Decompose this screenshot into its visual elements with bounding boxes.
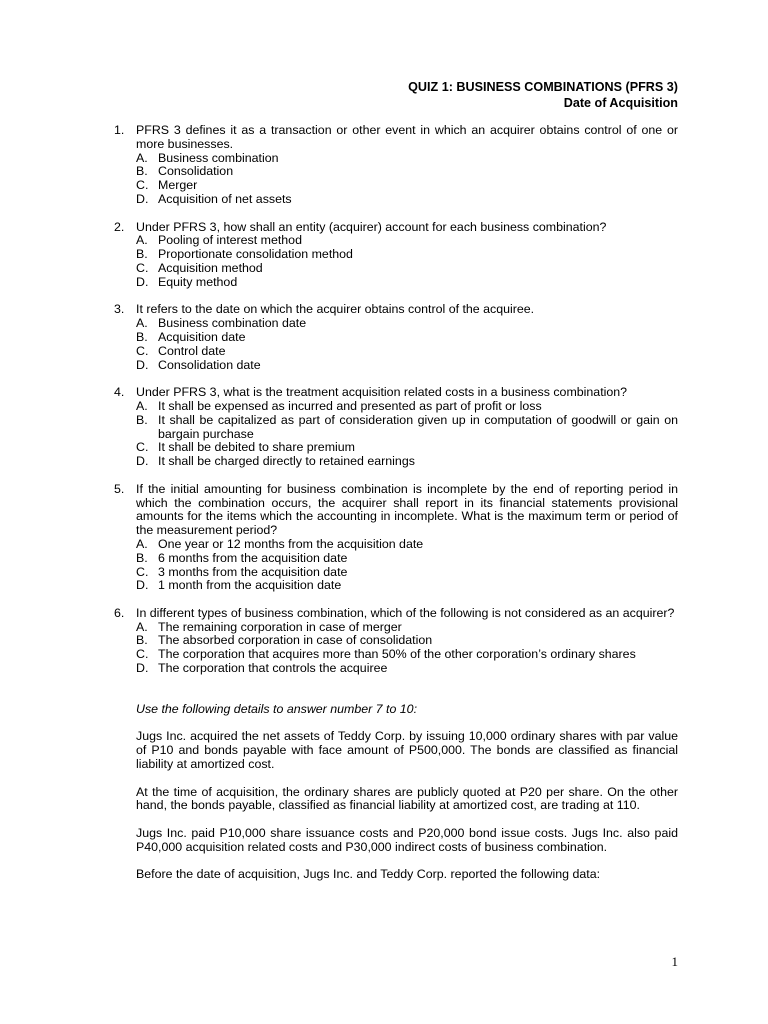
option-list (136, 621, 678, 676)
option-item (136, 414, 678, 442)
question-5 (114, 483, 678, 593)
question-number: 2. (114, 219, 125, 234)
details-paragraph: Before the date of acquisition, Jugs Inc. and Teddy Corp. reported the following data: (136, 867, 601, 882)
option-letter: A. (136, 619, 148, 634)
option-item (136, 400, 678, 414)
option-item (136, 331, 678, 345)
option-text: One year or 12 months from the acquisition date (158, 536, 424, 551)
option-item (136, 566, 678, 580)
question-2 (114, 221, 678, 290)
option-item (136, 152, 678, 166)
option-text: Business combination date (158, 316, 307, 331)
question-list (114, 124, 678, 676)
details-paragraph: Jugs Inc. paid P10,000 share issuance costs and P20,000 bond issue costs. Jugs Inc. also paid P40,000 acquisition related costs and P30,000 indirect costs of business combination. (136, 826, 678, 854)
option-text: It shall be debited to share premium (158, 440, 355, 455)
option-letter: C. (136, 647, 149, 662)
question-text: It refers to the date on which the acquirer obtains control of the acquiree. (136, 302, 535, 317)
details-paragraph: Jugs Inc. acquired the net assets of Teddy Corp. by issuing 10,000 ordinary shares with par value of P10 and bonds payable with face amount of P500,000. The bonds are classified as financial liability at amortized cost. (136, 729, 678, 772)
option-item (136, 317, 678, 331)
question-number: 6. (114, 605, 125, 620)
option-list (136, 400, 678, 469)
option-letter: A. (136, 316, 148, 331)
option-text: 1 month from the acquisition date (158, 578, 342, 593)
option-letter: D. (136, 357, 149, 372)
option-letter: A. (136, 233, 148, 248)
option-item (136, 262, 678, 276)
option-item (136, 621, 678, 635)
option-item (136, 648, 678, 662)
option-letter: D. (136, 454, 149, 469)
details-intro: Use the following details to answer number 7 to 10: (136, 701, 418, 716)
option-letter: A. (136, 536, 148, 551)
option-letter: A. (136, 398, 148, 413)
quiz-subtitle: Date of Acquisition (563, 96, 678, 110)
question-text: If the initial amounting for business combination is incomplete by the end of reporting period in which the combination occurs, the acquirer shall report in its financial statements provisional amounts for the items which the accounting in incomplete. What is the maximum term or period of the measurement period? (136, 481, 678, 538)
quiz-content (114, 124, 678, 896)
option-item (136, 179, 678, 193)
option-letter: B. (136, 164, 148, 179)
option-text: Control date (158, 343, 226, 358)
option-list (136, 152, 678, 207)
option-text: 3 months from the acquisition date (158, 564, 348, 579)
quiz-header (408, 79, 678, 111)
question-6 (114, 607, 678, 676)
option-item (136, 662, 678, 676)
question-text: PFRS 3 defines it as a transaction or other event in which an acquirer obtains control of one or more businesses. (136, 123, 678, 151)
option-text: Business combination (158, 150, 279, 165)
option-letter: D. (136, 578, 149, 593)
option-letter: D. (136, 274, 149, 289)
option-text: Consolidation (158, 164, 234, 179)
question-number: 4. (114, 385, 125, 400)
option-item (136, 552, 678, 566)
option-letter: B. (136, 633, 148, 648)
option-item (136, 455, 678, 469)
option-letter: D. (136, 661, 149, 676)
question-number: 5. (114, 481, 125, 496)
option-text: It shall be capitalized as part of consideration given up in computation of goodwill or gain on bargain purchase (158, 412, 678, 441)
option-item (136, 345, 678, 359)
option-text: 6 months from the acquisition date (158, 550, 348, 565)
option-text: It shall be expensed as incurred and presented as part of profit or loss (158, 398, 542, 413)
details-paragraph: At the time of acquisition, the ordinary shares are publicly quoted at P20 per share. On the other hand, the bonds payable, classified as financial liability at amortized cost, are trading at 110. (136, 784, 678, 813)
option-item (136, 276, 678, 290)
option-text: Proportionate consolidation method (158, 247, 353, 262)
question-text: Under PFRS 3, what is the treatment acquisition related costs in a business combination? (136, 385, 628, 400)
option-text: Acquisition method (158, 260, 263, 275)
option-item (136, 634, 678, 648)
option-letter: D. (136, 191, 149, 206)
question-1 (114, 124, 678, 207)
option-text: Acquisition date (158, 329, 246, 344)
option-list (136, 234, 678, 289)
question-number: 1. (114, 123, 125, 137)
option-letter: C. (136, 564, 149, 579)
option-text: Acquisition of net assets (158, 191, 292, 206)
option-letter: A. (136, 150, 148, 165)
option-letter: C. (136, 440, 149, 455)
option-letter: C. (136, 343, 149, 358)
option-item (136, 165, 678, 179)
option-letter: B. (136, 412, 148, 427)
page-number: 1 (671, 954, 678, 969)
question-number: 3. (114, 302, 125, 317)
option-item (136, 538, 678, 552)
option-list (136, 317, 678, 372)
option-item (136, 248, 678, 262)
option-text: The corporation that controls the acquiree (158, 661, 388, 676)
option-item (136, 441, 678, 455)
option-list (136, 538, 678, 593)
option-text: Merger (158, 178, 198, 193)
option-item (136, 579, 678, 593)
quiz-title: QUIZ 1: BUSINESS COMBINATIONS (PFRS 3) (408, 80, 678, 94)
option-text: The corporation that acquires more than 50% of the other corporation’s ordinary shares (158, 647, 636, 662)
option-text: Pooling of interest method (158, 233, 302, 248)
question-text: Under PFRS 3, how shall an entity (acquirer) account for each business combination? (136, 219, 607, 234)
question-4 (114, 386, 678, 469)
option-text: Equity method (158, 274, 238, 289)
option-letter: C. (136, 260, 149, 275)
option-letter: B. (136, 550, 148, 565)
option-letter: C. (136, 178, 149, 193)
option-item (136, 193, 678, 207)
option-text: Consolidation date (158, 357, 261, 372)
option-letter: B. (136, 329, 148, 344)
option-text: The remaining corporation in case of merger (158, 619, 402, 634)
option-text: The absorbed corporation in case of consolidation (158, 633, 433, 648)
question-3 (114, 303, 678, 372)
option-item (136, 234, 678, 248)
option-letter: B. (136, 247, 148, 262)
question-text: In different types of business combination, which of the following is not considered as an acquirer? (136, 605, 675, 620)
option-item (136, 359, 678, 373)
option-text: It shall be charged directly to retained earnings (158, 454, 415, 469)
